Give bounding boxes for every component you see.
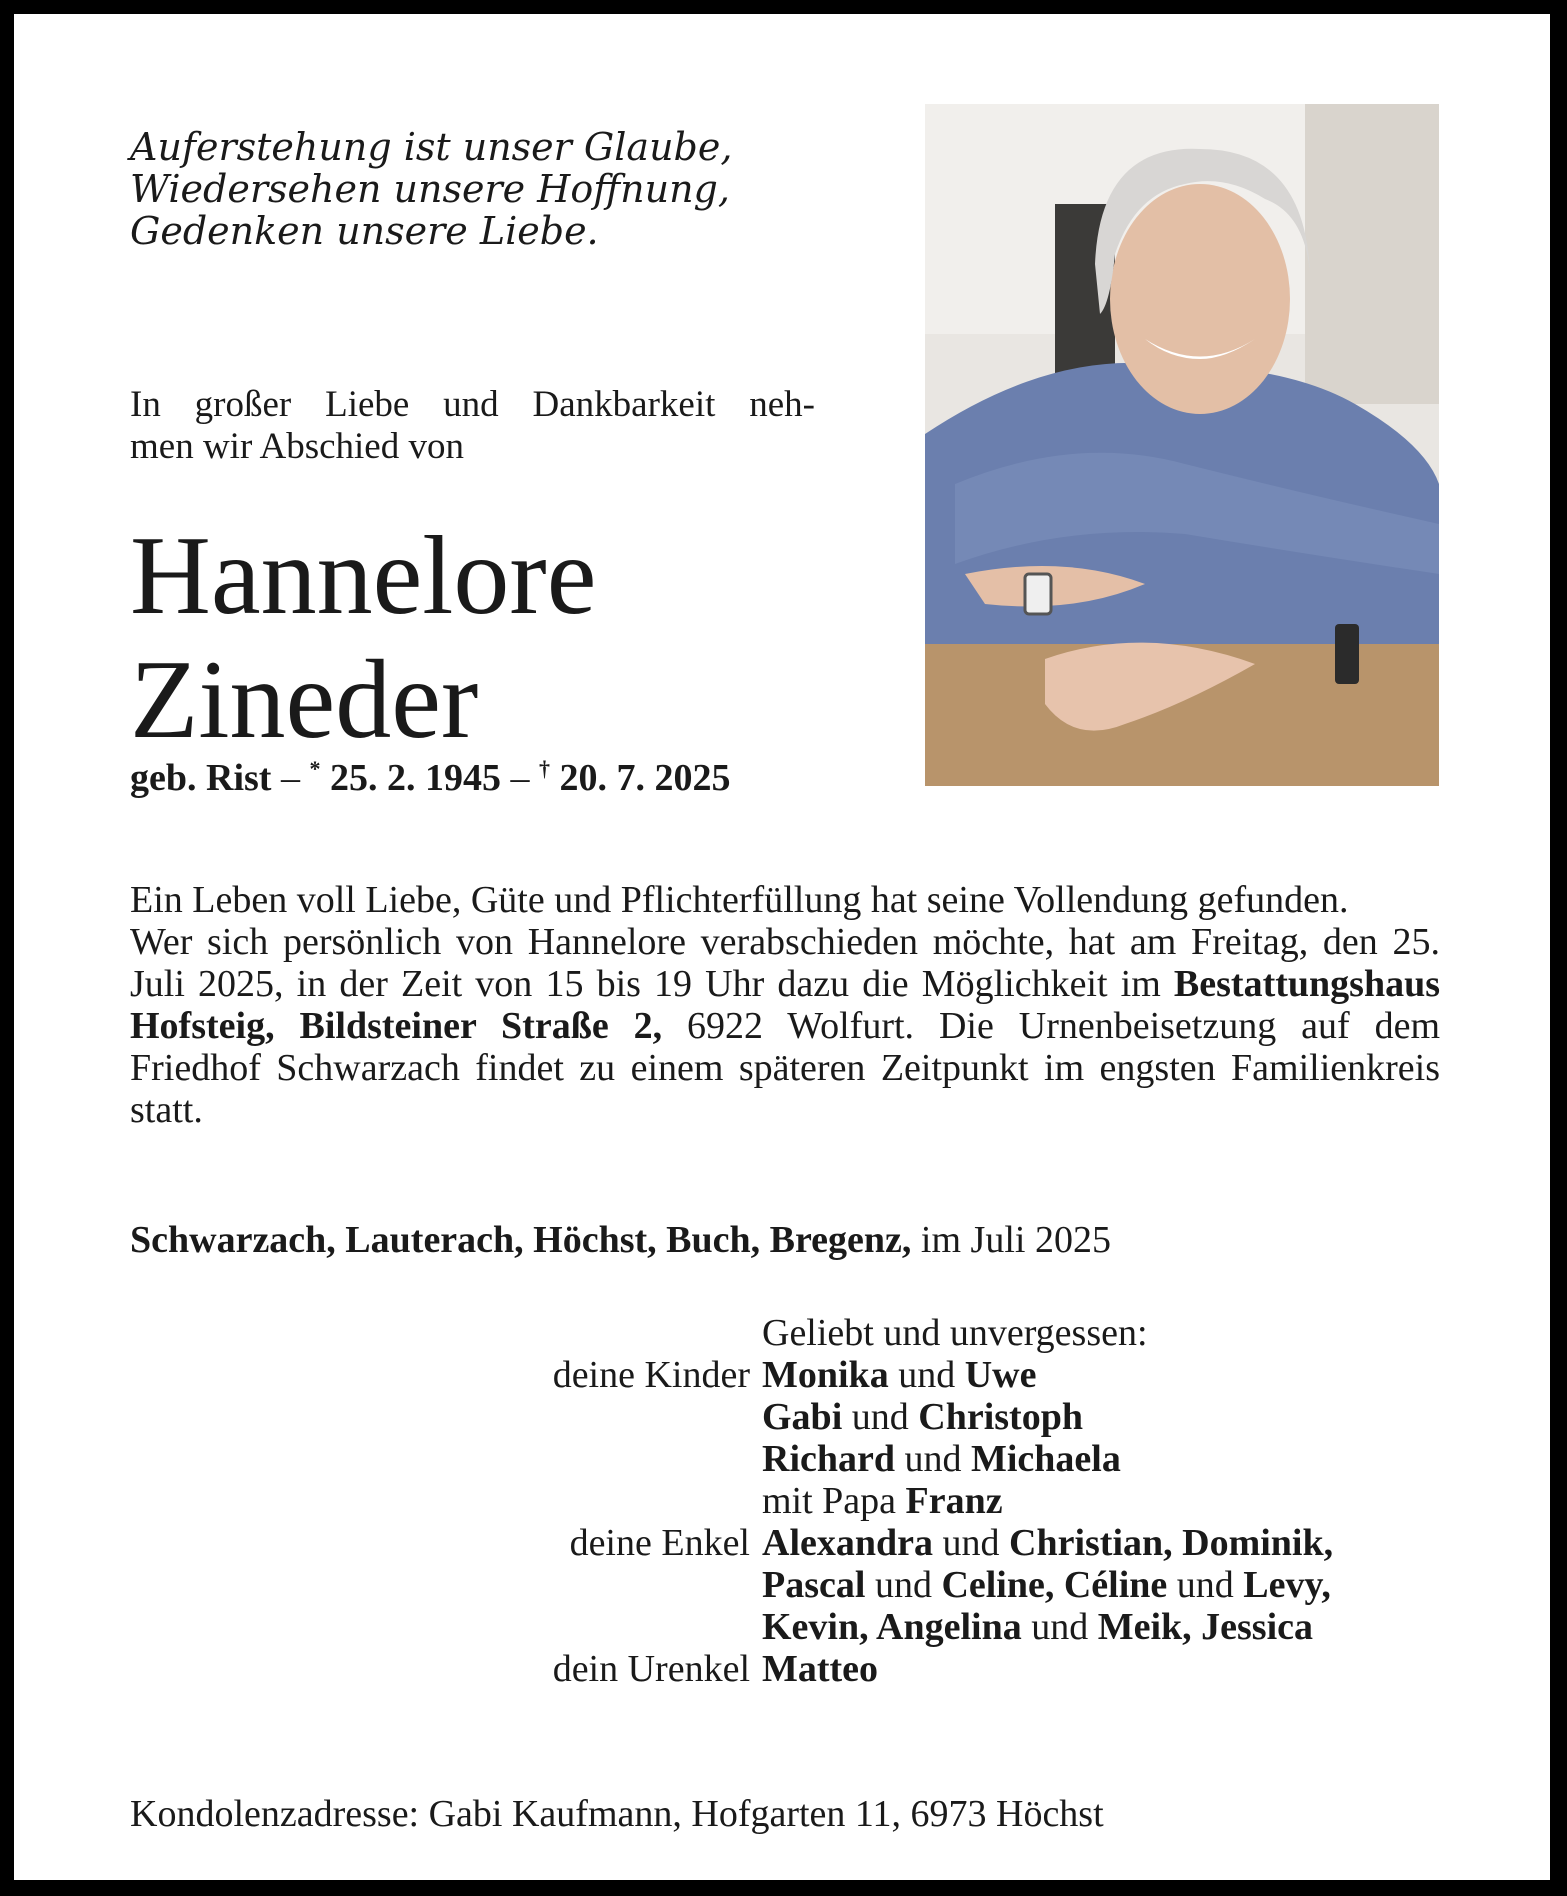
children-label: deine Kinder: [552, 1354, 750, 1396]
portrait-photo: [925, 104, 1439, 786]
grandchildren-label: deine Enkel: [569, 1522, 750, 1564]
deceased-name: [130, 514, 596, 762]
list-item: Kevin, Angelina und Meik, Jessica: [762, 1606, 1314, 1648]
obituary-notice: [14, 14, 1550, 1880]
motto-line: Wiedersehen unsere Hoffnung,: [130, 167, 730, 211]
list-item: Richard und Michaela: [762, 1438, 1121, 1480]
intro-line: men wir Abschied von: [130, 426, 464, 467]
death-date: 20. 7. 2025: [559, 757, 731, 799]
mourners-heading: Geliebt und unvergessen:: [762, 1312, 1148, 1354]
first-name: Hannelore: [130, 514, 597, 638]
list-item: Alexandra und Christian, Dominik,: [762, 1522, 1334, 1564]
obituary-text: [130, 879, 1440, 1131]
paragraph: Ein Leben voll Liebe, Güte und Pflichterfüllung hat seine Vollendung gefunden.: [130, 879, 1349, 921]
motto-line: Auferstehung ist unser Glaube,: [130, 125, 733, 169]
paragraph: Wer sich persönlich von Hannelore verabschieden möchte, hat am Freitag, den 25. Juli 2025, in der Zeit von 15 bis 19 Uhr dazu die Möglichkeit im Bestattungshaus Hofsteig, Bildsteiner Straße 2, 6922 Wolfurt. Die Urnenbeisetzung auf dem Friedhof Schwarzach findet zu einem späteren Zeitpunkt im engsten Familienkreis statt.: [130, 921, 1440, 1131]
list-item: mit Papa Franz: [762, 1480, 1003, 1522]
death-symbol: †: [538, 756, 550, 781]
date-text: im Juli 2025: [911, 1219, 1111, 1261]
motto-line: Gedenken unsere Liebe.: [130, 209, 599, 253]
list-item: Gabi und Christoph: [762, 1396, 1083, 1438]
funeral-home-address: Bestattungshaus Hofsteig, Bildsteiner Straße 2,: [130, 963, 1440, 1047]
condolence-address: Kondolenzadresse: Gabi Kaufmann, Hofgarten 11, 6973 Höchst: [130, 1793, 1104, 1835]
list-item: Matteo: [762, 1648, 879, 1690]
list-item: Pascal und Celine, Céline und Levy,: [762, 1564, 1331, 1606]
place-and-date: [130, 1218, 1111, 1262]
list-item: Monika und Uwe: [762, 1354, 1037, 1396]
birth-date: 25. 2. 1945: [329, 757, 501, 799]
great-grandchild-label: dein Urenkel: [552, 1648, 750, 1690]
birth-symbol: *: [309, 756, 321, 781]
mourners-list: [130, 1312, 1440, 1690]
life-dates: [130, 756, 730, 800]
places-list: Schwarzach, Lauterach, Höchst, Buch, Bregenz,: [130, 1219, 912, 1261]
intro-text: [130, 384, 815, 468]
last-name: Zineder: [130, 638, 479, 762]
intro-line: In großer Liebe und Dankbarkeit neh-: [130, 384, 815, 425]
maiden-name: geb. Rist: [130, 757, 272, 799]
motto-quote: [130, 126, 732, 252]
separator: –: [510, 757, 530, 799]
separator: –: [280, 757, 300, 799]
